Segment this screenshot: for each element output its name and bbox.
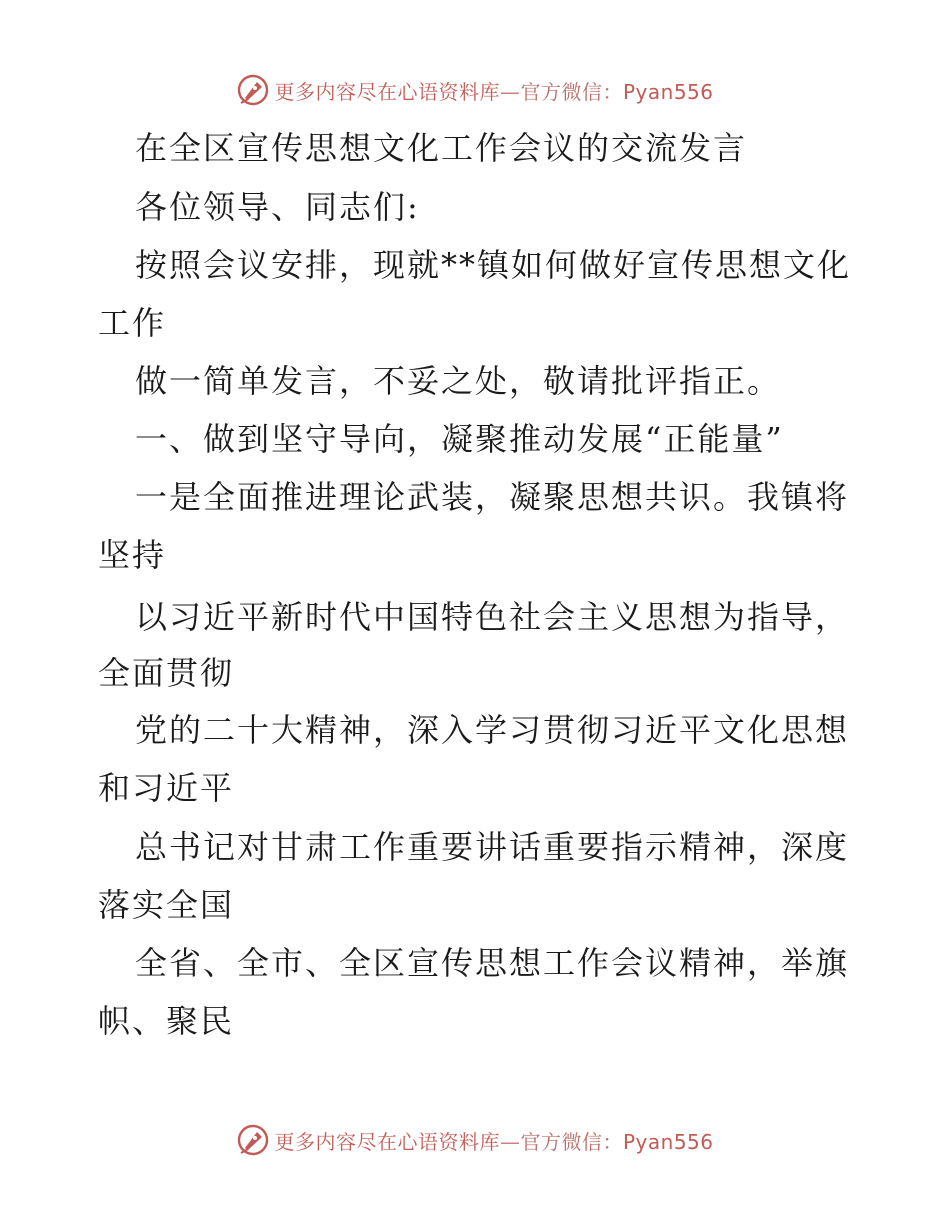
- banner-main-text: 更多内容尽在心语资料库: [274, 1129, 500, 1154]
- text-line: 做一简单发言，不妥之处，敬请批评指正。: [135, 362, 782, 400]
- text-line: 按照会议安排，现就**镇如何做好宣传思想文化: [135, 246, 852, 284]
- banner-tail-text: 官方微信：: [520, 1129, 623, 1154]
- text-line: 坚持: [98, 536, 167, 574]
- banner-tail-text: 官方微信：: [520, 79, 623, 104]
- text-line: 全面贯彻: [98, 654, 235, 692]
- document-title: 在全区宣传思想文化工作会议的交流发言: [135, 129, 748, 167]
- text-line: 落实全国: [98, 886, 235, 924]
- pen-nib-logo-icon: [236, 1123, 270, 1157]
- text-line: 工作: [98, 304, 167, 342]
- text-line: 党的二十大精神，深入学习贯彻习近平文化思想: [135, 711, 850, 749]
- header-watermark-banner: [0, 70, 950, 110]
- banner-main-text: 更多内容尽在心语资料库: [274, 79, 500, 104]
- banner-dash: —: [499, 79, 521, 104]
- banner-handle: Pyan556: [622, 79, 714, 104]
- banner-text: [274, 1126, 713, 1155]
- banner-text: [274, 76, 713, 105]
- text-line: 全省、全市、全区宣传思想工作会议精神，举旗: [135, 944, 850, 982]
- banner-handle: Pyan556: [622, 1129, 714, 1154]
- footer-watermark-banner: [0, 1120, 950, 1160]
- text-line: 和习近平: [98, 769, 235, 807]
- pen-nib-logo-icon: [236, 73, 270, 107]
- text-line: 帜、聚民: [98, 1002, 235, 1040]
- text-line: 各位领导、同志们:: [135, 188, 420, 226]
- section-heading: 一、做到坚守导向，凝聚推动发展“正能量”: [135, 420, 784, 458]
- text-line: 一是全面推进理论武装，凝聚思想共识。我镇将: [135, 478, 850, 516]
- text-line: 总书记对甘肃工作重要讲话重要指示精神，深度: [135, 828, 850, 866]
- banner-dash: —: [499, 1129, 521, 1154]
- text-line: 以习近平新时代中国特色社会主义思想为指导，: [135, 598, 850, 636]
